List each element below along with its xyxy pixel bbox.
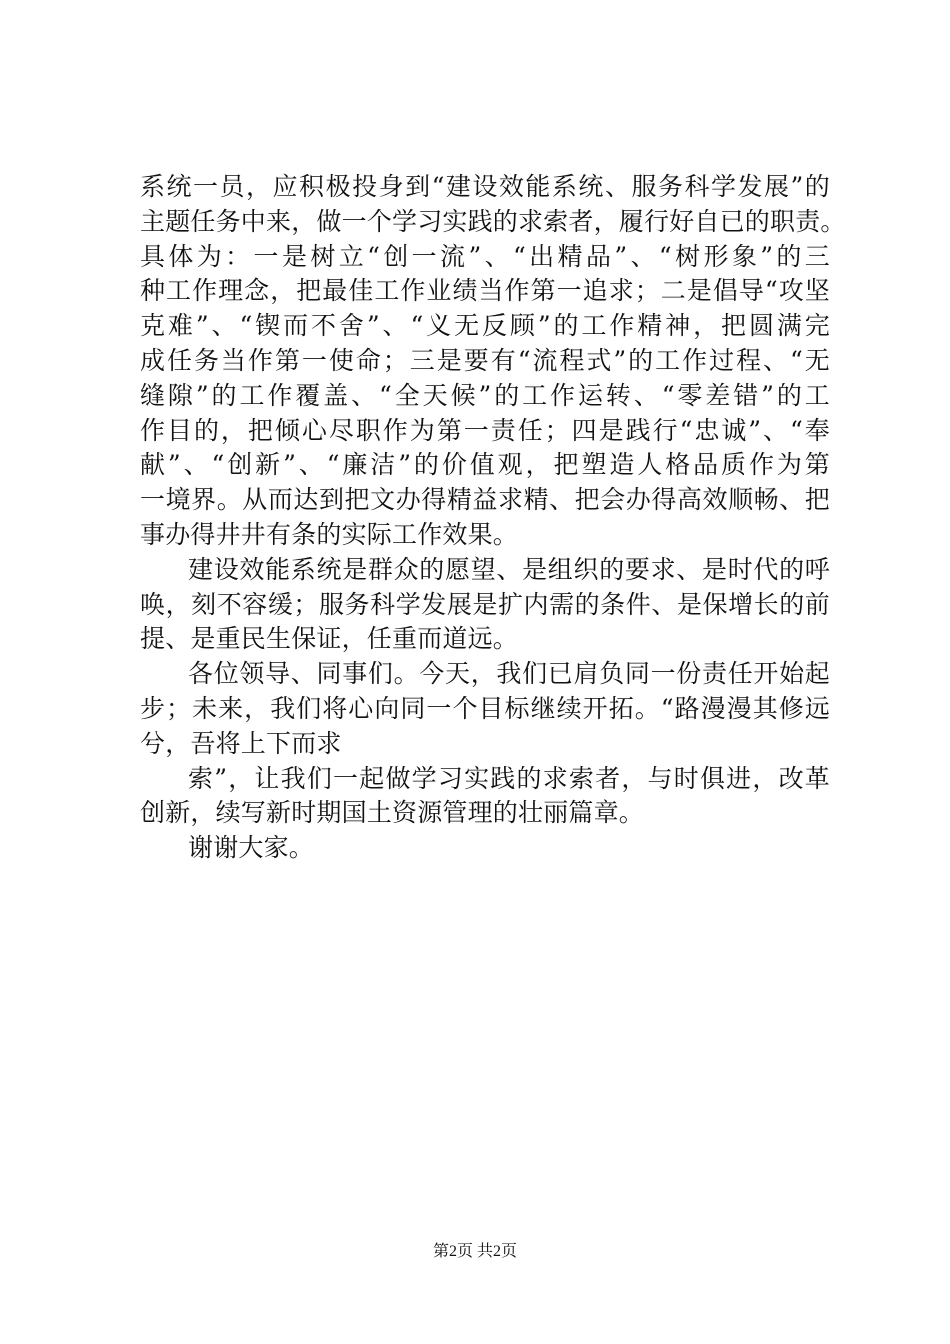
text-line: 具体为：一是树立“创一流”、“出精品”、“树形象”的三 [140, 241, 830, 271]
paragraph-start-line: 建设效能系统是群众的愿望、是组织的要求、是时代的呼 [188, 554, 830, 584]
text-line: 系统一员，应积极投身到“建设效能系统、服务科学发展”的 [140, 172, 830, 201]
page-number-footer: 第2页 共2页 [432, 1243, 517, 1260]
text-line: 一境界。从而达到把文办得精益求精、把会办得高效顺畅、把 [140, 485, 830, 515]
text-line: 献”、“创新”、“廉洁”的价值观，把塑造人格品质作为第 [140, 450, 830, 480]
text-line: 创新，续写新时期国土资源管理的壮丽篇章。 [140, 798, 645, 828]
text-line: 事办得井井有条的实际工作效果。 [140, 519, 519, 549]
text-line: 兮，吾将上下而求 [140, 728, 342, 758]
text-line: 种工作理念，把最佳工作业绩当作第一追求；二是倡导“攻坚 [140, 276, 830, 306]
text-line: 缝隙”的工作覆盖、“全天候”的工作运转、“零差错”的工 [140, 380, 830, 410]
text-line: 提、是重民生保证，任重而道远。 [140, 624, 519, 654]
paragraph-start-line: 各位领导、同事们。今天，我们已肩负同一份责任开始起 [188, 659, 830, 689]
text-line: 作目的，把倾心尽职作为第一责任；四是践行“忠诚”、“奉 [140, 415, 830, 445]
paragraph-start-line: 索”，让我们一起做学习实践的求索者，与时俱进，改革 [188, 763, 830, 793]
document-body [140, 170, 846, 866]
text-line: 成任务当作第一使命；三是要有“流程式”的工作过程、“无 [140, 345, 830, 375]
text-line: 克难”、“锲而不舍”、“义无反顾”的工作精神，把圆满完 [140, 311, 830, 341]
text-line: 步；未来，我们将心向同一个目标继续开拓。“路漫漫其修远 [140, 693, 830, 723]
text-line: 主题任务中来，做一个学习实践的求索者，履行好自已的职责。 [140, 206, 846, 236]
closing-line: 谢谢大家。 [188, 833, 315, 863]
text-line: 唤，刻不容缓；服务科学发展是扩内需的条件、是保增长的前 [140, 589, 830, 619]
